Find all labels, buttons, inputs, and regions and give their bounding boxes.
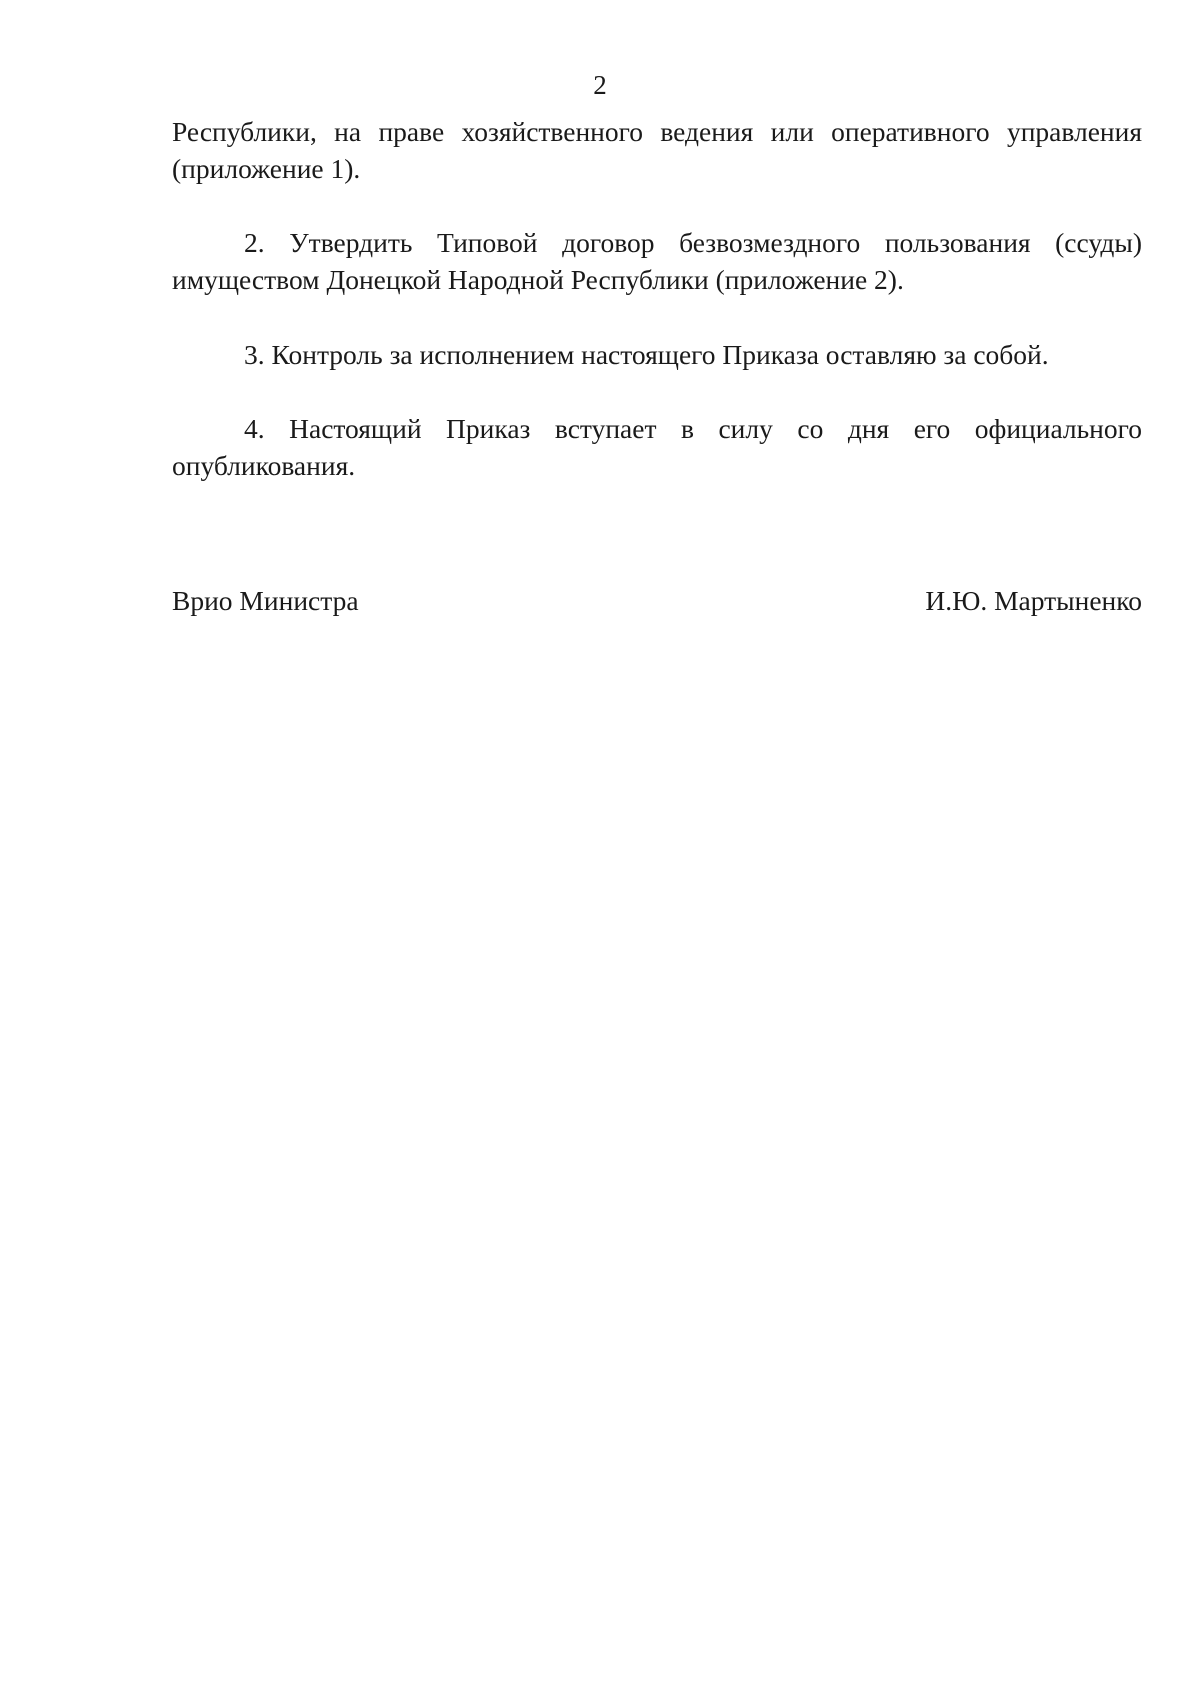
signatory-name: И.Ю. Мартыненко <box>925 585 1142 616</box>
paragraph-item-2: 2. Утвердить Типовой договор безвозмездного пользования (ссуды) имуществом Донецкой Народной Республики (приложение 2). <box>172 227 1142 295</box>
paragraph-item-4: 4. Настоящий Приказ вступает в силу со дня его официального опубликования. <box>172 413 1142 481</box>
signature-block <box>172 582 1142 619</box>
paragraph-continuation: Республики, на праве хозяйственного ведения или оперативного управления (приложение 1). <box>172 116 1142 184</box>
paragraph-item-3: 3. Контроль за исполнением настоящего Приказа оставляю за собой. <box>244 339 1049 370</box>
page-number: 2 <box>593 70 607 100</box>
signatory-position: Врио Министра <box>172 585 359 616</box>
